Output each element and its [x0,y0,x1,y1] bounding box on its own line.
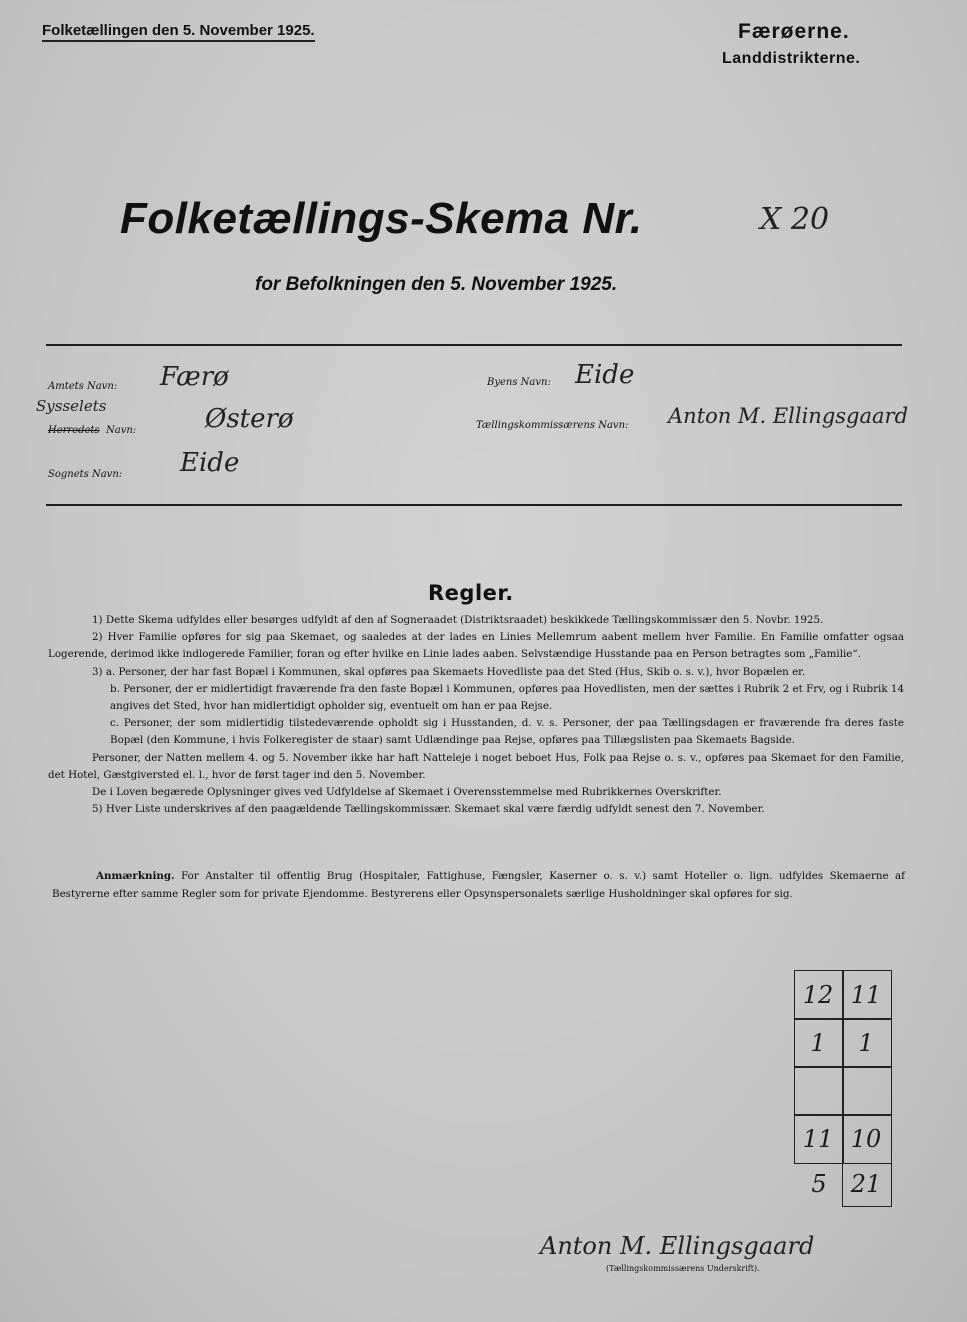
rules-heading: Regler. [428,581,514,605]
by-value: Eide [575,360,635,390]
signature-caption: (Tællingskommissærens Underskrift). [606,1264,760,1273]
herred-value: Østerø [205,404,294,434]
note [52,868,905,903]
sogn-label: Sognets Navn: [48,469,123,480]
tally-below-right: 21 [850,1170,882,1198]
tally-r2-c2: 1 [858,1029,874,1057]
tally-r1-c1: 12 [802,981,834,1009]
rules-body [48,612,904,818]
tally-r2-c1: 1 [810,1029,826,1057]
tally-below-left: 5 [811,1170,827,1198]
rule-3c: c. Personer, der som midlertidig tilstedeværende opholdt sig i Husstanden, d. v. s. Personer, der paa Tællingsdagen er fraværende fra deres faste Bopæl (den Kommune, i hvis Folkeregister de staar) samt Udlændinge paa Rejse, opføres paa Tillægslisten paa Skemaets Bagside. [110,717,904,747]
by-label: Byens Navn: [487,377,551,388]
top-divider [46,344,902,346]
bottom-divider [46,504,902,506]
herred-label: Navn: [106,425,137,436]
tally-r4-c1: 11 [802,1125,834,1153]
rule-4b: De i Loven begærede Oplysninger gives ved Udfyldelse af Skemaet i Overensstemmelse med Rubrikkernes Overskrifter. [92,786,722,799]
tally-r1-c2: 11 [850,981,882,1009]
rule-5: 5) Hver Liste underskrives af den paagældende Tællingskommissær. Skemaet skal være færdig udfyldt senest den 7. November. [92,803,765,816]
form-subtitle: for Befolkningen den 5. November 1925. [255,274,618,295]
signature: Anton M. Ellingsgaard [540,1232,815,1260]
herred-replacement: Sysselets [36,397,107,415]
region-title: Færøerne. [738,20,850,43]
kommissaer-label: Tællingskommissærens Navn: [476,420,629,431]
form-number-handwritten: X 20 [760,202,830,237]
rule-3a: 3) a. Personer, der har fast Bopæl i Kommunen, skal opføres paa Skemaets Hovedliste paa det Sted (Hus, Skib o. s. v.), hvor Bopælen er. [92,665,806,678]
note-text: For Anstalter til offentlig Brug (Hospitaler, Fattighuse, Fængsler, Kaserner o. s. v.) samt Hoteller o. lign. udfyldes Skemaerne af Bestyrerne efter samme Regler som for private Ejendomme. Bestyrerens eller Opsynspersonalets særlige Husholdninger skal opføres for sig. [52,870,905,900]
rule-2: 2) Hver Familie opføres for sig paa Skemaet, og saaledes at der lades en Linies Mellemrum aabent mellem hver Familie. En Familie omfatter ogsaa Logerende, derimod ikke indlogerede Familier, foran og efter hvilke en Linie lades aaben. Selvstændige Husstande paa en Person betragtes som „Familie“. [48,631,904,661]
tally-grid [794,970,892,1164]
census-date-header: Folketællingen den 5. November 1925. [42,22,315,42]
rule-1: 1) Dette Skema udfyldes eller besørges udfyldt af den af Sogneraadet (Distriktsraadet) beskikkede Tællingskommissær den 5. Novbr. 1925. [92,614,824,626]
form-title: Folketællings-Skema Nr. [120,194,643,243]
tally-r4-c2: 10 [850,1125,882,1153]
note-label: Anmærkning. [96,870,175,882]
rule-3b: b. Personer, der er midlertidigt fraværende fra den faste Bopæl i Kommunen, opføres paa Hovedlisten, men der sættes i Rubrik 2 et Frv, og i Rubrik 14 angives det Sted, hvor han midlertidigt opholder sig, eventuelt om han er paa Rejse. [110,682,904,713]
amt-label: Amtets Navn: [48,381,118,392]
amt-value: Færø [160,362,229,392]
rule-4: Personer, der Natten mellem 4. og 5. November ikke har haft Natteleje i noget beboet Hus, Folk paa Rejse o. s. v., opføres paa Skemaet for den Familie, det Hotel, Gæstgiversted el. l., hvor de først tager ind den 5. November. [48,751,904,781]
sogn-value: Eide [180,448,240,478]
district-type: Landdistrikterne. [722,50,861,67]
kommissaer-value: Anton M. Ellingsgaard [668,404,909,428]
herred-struck-label: Herredets [48,425,100,436]
